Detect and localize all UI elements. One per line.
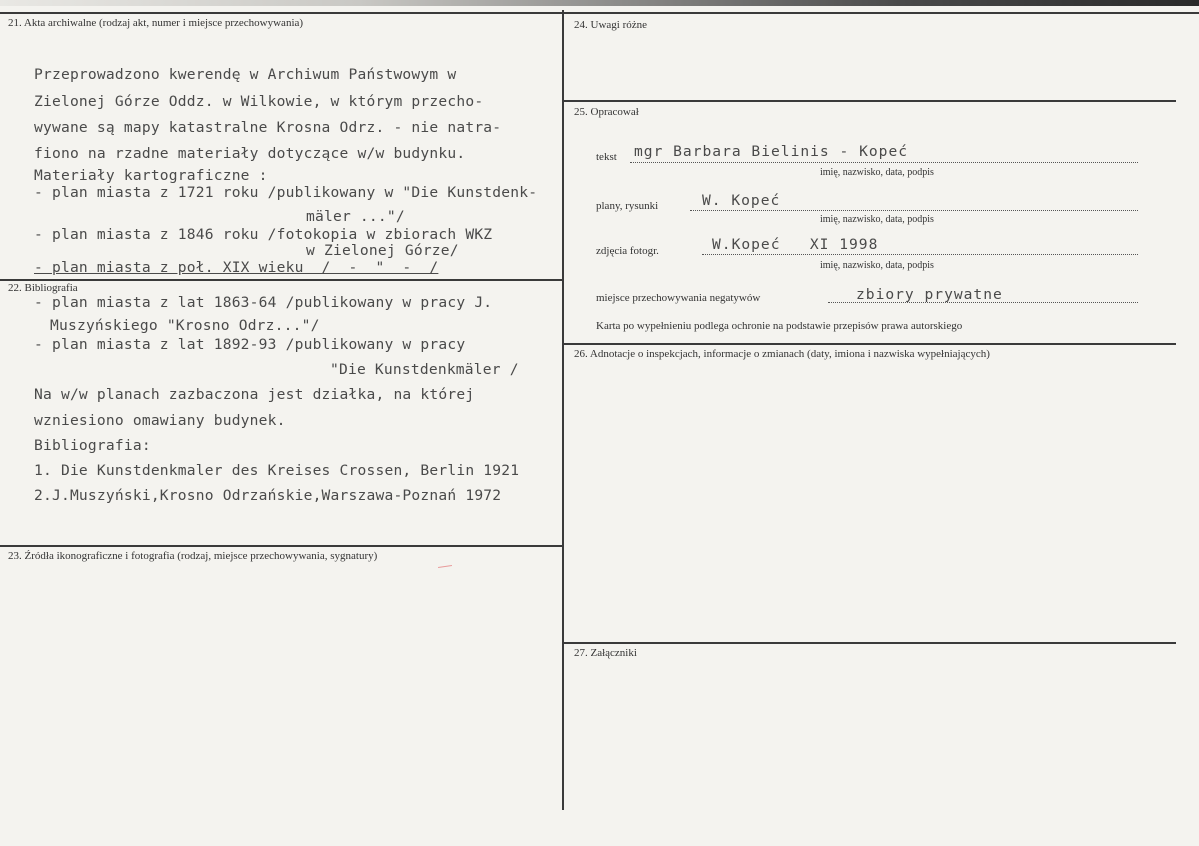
archive-line-19: 2.J.Muszyński,Krosno Odrzańskie,Warszawa-Poznań 1972 <box>34 487 502 504</box>
section-21-label: 21. Akta archiwalne (rodzaj akt, numer i miejsce przechowywania) <box>8 17 304 29</box>
archive-line-1: Przeprowadzono kwerendę w Archiwum Państwowym w <box>34 66 457 83</box>
section-22-label: 22. Bibliografia <box>8 282 78 294</box>
archive-line-18: 1. Die Kunstdenkmaler des Kreises Crossen, Berlin 1921 <box>34 462 520 479</box>
section-26-label: 26. Adnotacje o inspekcjach, informacje o zmianach (daty, imiona i nazwiska wypełniających) <box>574 348 990 360</box>
archive-line-4: fiono na rzadne materiały dotyczące w/w budynku. <box>34 145 466 162</box>
plany-value: W. Kopeć <box>702 192 781 209</box>
tekst-dotline <box>630 162 1138 163</box>
archive-line-9: w Zielonej Górze/ <box>306 242 459 259</box>
section-25-label: 25. Opracował <box>574 106 639 118</box>
zdjecia-dotline <box>702 254 1138 255</box>
archive-line-17: Bibliografia: <box>34 437 151 454</box>
archive-line-3: wywane są mapy katastralne Krosna Odrz. - nie natra- <box>34 119 502 136</box>
archive-line-13: - plan miasta z lat 1892-93 /publikowany w pracy <box>34 336 466 353</box>
archive-line-12: Muszyńskiego "Krosno Odrz..."/ <box>50 317 320 334</box>
archive-line-6: - plan miasta z 1721 roku /publikowany w "Die Kunstdenk- <box>34 184 538 201</box>
section-27-label: 27. Załączniki <box>574 647 637 659</box>
plany-dotline <box>690 210 1138 211</box>
zdjecia-caption: imię, nazwisko, data, podpis <box>820 260 934 271</box>
archive-line-2: Zielonej Górze Oddz. w Wilkowie, w którym przecho- <box>34 93 484 110</box>
archive-line-8: - plan miasta z 1846 roku /fotokopia w zbiorach WKZ <box>34 226 493 243</box>
top-rule <box>0 12 1199 14</box>
section-24-label: 24. Uwagi różne <box>574 19 648 31</box>
tekst-label: tekst <box>596 151 617 163</box>
zdjecia-label: zdjęcia fotogr. <box>596 245 659 257</box>
plany-label: plany, rysunki <box>596 200 659 212</box>
copyright-note: Karta po wypełnieniu podlega ochronie na podstawie przepisów prawa autorskiego <box>596 320 963 332</box>
divider-21-22 <box>0 279 563 281</box>
divider-22-23 <box>0 545 563 547</box>
divider-25-26 <box>563 343 1176 345</box>
top-edge-shadow <box>0 0 1199 6</box>
section-23-label: 23. Źródła ikonograficzne i fotografia (rodzaj, miejsce przechowywania, sygnatury) <box>8 550 378 562</box>
archive-line-11: - plan miasta z lat 1863-64 /publikowany w pracy J. <box>34 294 493 311</box>
divider-26-27 <box>563 642 1176 644</box>
tekst-value: mgr Barbara Bielinis - Kopeć <box>634 143 909 160</box>
divider-24-25 <box>563 100 1176 102</box>
center-divider <box>562 10 564 810</box>
archive-line-7: mäler ..."/ <box>306 208 405 225</box>
miejsce-value: zbiory prywatne <box>856 286 1003 303</box>
archive-line-15: Na w/w planach zazbaczona jest działka, na której <box>34 386 475 403</box>
archive-line-16: wzniesiono omawiany budynek. <box>34 412 286 429</box>
archive-line-14: "Die Kunstdenkmäler / <box>330 361 519 378</box>
zdjecia-value: W.Kopeć XI 1998 <box>712 236 879 253</box>
red-pen-mark <box>438 565 452 568</box>
plany-caption: imię, nazwisko, data, podpis <box>820 214 934 225</box>
archive-line-5: Materiały kartograficzne : <box>34 167 268 184</box>
tekst-caption: imię, nazwisko, data, podpis <box>820 167 934 178</box>
archive-line-10: - plan miasta z poł. XIX wieku / - " - / <box>34 259 439 276</box>
miejsce-label: miejsce przechowywania negatywów <box>596 292 761 304</box>
